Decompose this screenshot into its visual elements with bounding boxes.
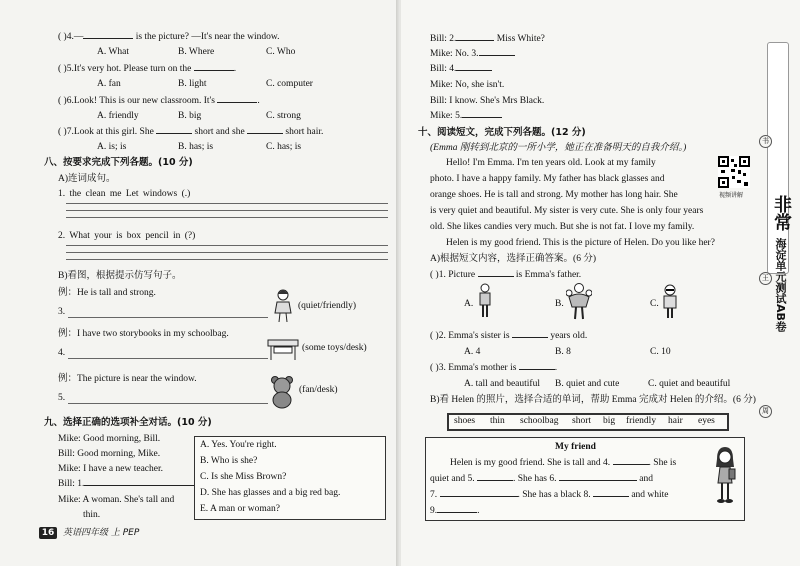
q4-option-c[interactable]: C. Who bbox=[266, 47, 296, 57]
friend-line: 9. . bbox=[430, 506, 480, 516]
friend-line: quiet and 5. . She has 6. and bbox=[430, 474, 653, 484]
example-3: 例：The picture is near the window. bbox=[58, 374, 197, 384]
section-8b-title: B)看图，根据提示仿写句子。 bbox=[58, 271, 182, 281]
word-chip[interactable]: hair bbox=[668, 416, 683, 426]
dialog-line: thin. bbox=[83, 510, 101, 520]
picture-b-strong-man bbox=[566, 283, 592, 321]
dialog-line: Bill: 2. Miss White? bbox=[430, 34, 545, 44]
girl-picture bbox=[270, 288, 296, 324]
friend-line: Helen is my good friend. She is tall and 4. . She is bbox=[450, 458, 677, 468]
word-chip[interactable]: shoes bbox=[454, 416, 476, 426]
q2-option-c[interactable]: C. 10 bbox=[650, 347, 671, 357]
answer-line-4[interactable] bbox=[68, 358, 268, 359]
example-1: 例：He is tall and strong. bbox=[58, 288, 156, 298]
word-chip[interactable]: big bbox=[603, 416, 616, 426]
answer-line-5[interactable] bbox=[68, 403, 268, 404]
q3-option-c[interactable]: C. quiet and beautiful bbox=[648, 379, 731, 389]
read-q2: ( )2. Emma's sister is years old. bbox=[430, 331, 588, 341]
bear-picture bbox=[268, 375, 296, 409]
q6-stem: ( )6.Look! This is our new classroom. It's . bbox=[58, 96, 260, 106]
section-10-intro: (Emma 刚转到北京的一所小学，她正在准备明天的自我介绍。) bbox=[430, 143, 687, 153]
my-friend-title: My friend bbox=[555, 442, 596, 452]
q1-option-b[interactable]: B. bbox=[555, 299, 564, 309]
gutter-mark: 书 bbox=[759, 135, 772, 148]
q3-option-a[interactable]: A. tall and beautiful bbox=[464, 379, 540, 389]
desk-picture bbox=[266, 336, 300, 362]
q6-option-a[interactable]: A. friendly bbox=[97, 111, 139, 121]
scrambled-sentence-1: 1. the clean me Let windows (.) bbox=[58, 189, 191, 199]
q2-option-b[interactable]: B. 8 bbox=[555, 347, 571, 357]
page-number: 16 bbox=[39, 527, 57, 539]
item-3-number: 3. bbox=[58, 307, 66, 317]
answer-line[interactable] bbox=[66, 210, 388, 211]
q2-option-a[interactable]: A. 4 bbox=[464, 347, 481, 357]
answer-line[interactable] bbox=[66, 245, 388, 246]
q6-option-b[interactable]: B. big bbox=[178, 111, 202, 121]
dialog-line: Mike: No, she isn't. bbox=[430, 80, 505, 90]
q7-stem: ( )7.Look at this girl. She short and she short hair. bbox=[58, 127, 324, 137]
word-chip[interactable]: schoolbag bbox=[520, 416, 559, 426]
section-8-title: 八、按要求完成下列各题。(10 分) bbox=[44, 157, 193, 168]
q5-option-b[interactable]: B. light bbox=[178, 79, 207, 89]
dialog-line: Bill: Good morning, Mike. bbox=[58, 449, 161, 459]
section-10b-title: B)看 Helen 的照片，选择合适的单词，帮助 Emma 完成对 Helen 的介绍。(6 分) bbox=[430, 395, 756, 405]
q4-option-b[interactable]: B. Where bbox=[178, 47, 215, 57]
item-4-number: 4. bbox=[58, 348, 66, 358]
section-10a-title: A)根据短文内容，选择正确答案。(6 分) bbox=[430, 254, 596, 264]
q5-option-c[interactable]: C. computer bbox=[266, 79, 313, 89]
dialog-line: Mike: I have a new teacher. bbox=[58, 464, 163, 474]
dialog-line: Mike: 5. bbox=[430, 110, 502, 122]
word-chip[interactable]: eyes bbox=[698, 416, 715, 426]
word-chip[interactable]: short bbox=[572, 416, 591, 426]
q7-option-a[interactable]: A. is; is bbox=[97, 142, 127, 152]
hint-3: (quiet/friendly) bbox=[298, 301, 357, 311]
hint-5: (fan/desk) bbox=[299, 385, 338, 395]
q7-option-c[interactable]: C. has; is bbox=[266, 142, 302, 152]
dialog-line: Bill: I know. She's Mrs Black. bbox=[430, 96, 545, 106]
q3-option-b[interactable]: B. quiet and cute bbox=[555, 379, 620, 389]
read-q3: ( )3. Emma's mother is . bbox=[430, 363, 558, 373]
dialog-line: Mike: A woman. She's tall and bbox=[58, 495, 175, 505]
read-q1: ( )1. Picture is Emma's father. bbox=[430, 270, 582, 280]
answer-line[interactable] bbox=[66, 217, 388, 218]
brand-logo: 非常 bbox=[771, 195, 792, 231]
answer-line[interactable] bbox=[66, 203, 388, 204]
passage-line: Hello! I'm Emma. I'm ten years old. Look at my family bbox=[446, 158, 656, 168]
passage-line: orange shoes. He is tall and strong. My mother has long hair. She bbox=[430, 190, 678, 200]
dialog-option-e[interactable]: E. A man or woman? bbox=[200, 504, 280, 514]
passage-line: is very quiet and beautiful. My sister is very cute. She is only four years bbox=[430, 206, 704, 216]
gutter-mark: 周 bbox=[759, 405, 772, 418]
q1-option-c[interactable]: C. bbox=[650, 299, 659, 309]
section-10-title: 十、阅读短文，完成下列各题。(12 分) bbox=[418, 127, 586, 138]
dialog-option-c[interactable]: C. Is she Miss Brown? bbox=[200, 472, 287, 482]
q7-option-b[interactable]: B. has; is bbox=[178, 142, 214, 152]
series-title: 海淀单元测试AB卷 bbox=[774, 238, 787, 332]
hint-4: (some toys/desk) bbox=[302, 343, 367, 353]
qr-code-icon[interactable] bbox=[718, 156, 750, 188]
q1-option-a[interactable]: A. bbox=[464, 299, 474, 309]
dialog-line: Bill: 4. bbox=[430, 63, 492, 75]
q5-option-a[interactable]: A. fan bbox=[97, 79, 121, 89]
example-2: 例：I have two storybooks in my schoolbag. bbox=[58, 329, 229, 339]
dialog-option-d[interactable]: D. She has glasses and a big red bag. bbox=[200, 488, 341, 498]
answer-line[interactable] bbox=[66, 252, 388, 253]
dialog-line: Bill: 1. bbox=[58, 478, 194, 490]
section-8a-title: A)连词成句。 bbox=[58, 174, 116, 184]
q4-option-a[interactable]: A. What bbox=[97, 47, 130, 57]
footer-label: 英语四年级 上 PEP bbox=[63, 528, 140, 538]
dialog-option-b[interactable]: B. Who is she? bbox=[200, 456, 258, 466]
passage-line: old. She likes candies very much. But she is not fat. I love my family. bbox=[430, 222, 695, 232]
q5-stem: ( )5.It's very hot. Please turn on the . bbox=[58, 64, 237, 74]
dialog-option-a[interactable]: A. Yes. You're right. bbox=[200, 440, 277, 450]
picture-a-man bbox=[476, 283, 494, 319]
q4-stem: ( )4.— is the picture? —It's near the window. bbox=[58, 32, 280, 42]
dialog-line: Mike: Good morning, Bill. bbox=[58, 434, 161, 444]
word-chip[interactable]: thin bbox=[490, 416, 505, 426]
answer-line-3[interactable] bbox=[68, 317, 268, 318]
section-9-title: 九、选择正确的选项补全对话。(10 分) bbox=[44, 417, 212, 428]
answer-line[interactable] bbox=[66, 259, 388, 260]
dialog-line: Mike: No. 3. bbox=[430, 48, 515, 60]
passage-line: photo. I have a happy family. My father has black glasses and bbox=[430, 174, 665, 184]
gutter-mark: 王 bbox=[759, 272, 772, 285]
friend-line: 7. . She has a black 8. and white bbox=[430, 490, 669, 500]
passage-line: Helen is my good friend. This is the picture of Helen. Do you like her? bbox=[446, 238, 715, 248]
scrambled-sentence-2: 2. What your is box pencil in (?) bbox=[58, 231, 196, 241]
helen-picture bbox=[712, 447, 738, 505]
picture-c-man-glasses bbox=[660, 284, 680, 320]
q6-option-c[interactable]: C. strong bbox=[266, 111, 301, 121]
word-chip[interactable]: friendly bbox=[626, 416, 657, 426]
qr-label: 视频讲解 bbox=[719, 192, 744, 199]
item-5-number: 5. bbox=[58, 393, 66, 403]
